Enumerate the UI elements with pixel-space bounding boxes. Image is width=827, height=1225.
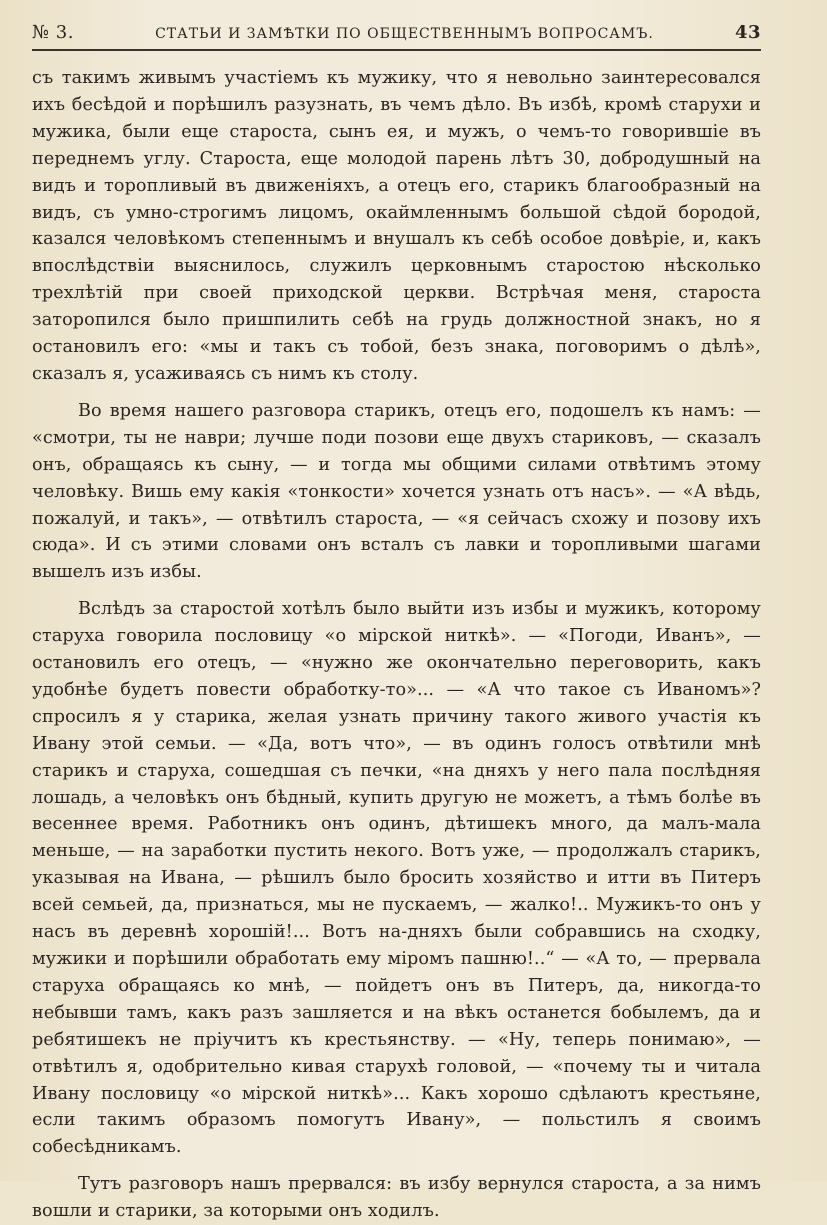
paragraph: Вслѣдъ за старостой хотѣлъ было выйти изъ избы и мужикъ, которому старуха говорила пословицу «о мірской ниткѣ». — «Погоди, Иванъ», — остановилъ его отецъ, — «нужно же окончательно переговорить, какъ удобнѣе будетъ повести обработку-то»... — «А что такое съ Иваномъ»? спросилъ я у старика, желая узнать причину такого живого участія къ Ивану этой семьи. — «Да, вотъ что», — въ одинъ голосъ отвѣтили мнѣ старикъ и старуха, сошедшая съ печки, «на дняхъ у него пала послѣдняя лошадь, а человѣкъ онъ бѣдный, купить другую не можетъ, а тѣмъ болѣе въ весеннее время. Работникъ онъ одинъ, дѣтишекъ много, да малъ-мала меньше, — на заработки пустить некого. Вотъ уже, — продолжалъ старикъ, указывая на Ивана, — рѣшилъ было бросить хозяйство и итти въ Питеръ всей семьей, да, признаться, мы не пускаемъ, — жалко!.. Мужикъ-то онъ у насъ въ деревнѣ хорошій!... Вотъ на-дняхъ были собравшись на сходку, мужики и порѣшили обработать ему міромъ пашню!..“ — «А то, — прервала старуха обращаясь ко мнѣ, — пойдетъ онъ въ Питеръ, да, никогда-то небывши тамъ, какъ разъ зашляется и на вѣкъ останется бобылемъ, да и ребятишекъ не пріучитъ къ крестьянству. — «Ну, теперь понимаю», — отвѣтилъ я, одобрительно кивая старухѣ головой, — «почему ты и читала Ивану пословицу «о мірской ниткѣ»... Какъ хорошо сдѣлаютъ крестьяне, если такимъ образомъ помогутъ Ивану», — польстилъ я своимъ собесѣдникамъ. [32, 599, 761, 1158]
issue-number: № 3. [32, 22, 74, 43]
paragraph: Тутъ разговоръ нашъ прервался: въ избу вернулся староста, а за нимъ вошли и старики, за которыми онъ ходилъ. [32, 1174, 761, 1222]
section-title: СТАТЬИ И ЗАМѢТКИ ПО ОБЩЕСТВЕННЫМЪ ВОПРОСАМЪ. [155, 26, 654, 42]
paragraph: съ такимъ живымъ участіемъ къ мужику, что я невольно заинтересовался ихъ бесѣдой и порѣшилъ разузнать, въ чемъ дѣло. Въ избѣ, кромѣ старухи и мужика, были еще староста, сынъ ея, и мужъ, о чемъ-то говорившіе въ переднемъ углу. Староста, еще молодой парень лѣтъ 30, добродушный на видъ и торопливый въ движеніяхъ, а отецъ его, старикъ благообразный на видъ, съ умно-строгимъ лицомъ, окаймленнымъ большой сѣдой бородой, казался человѣкомъ степеннымъ и внушалъ къ себѣ особое довѣріе, и, какъ впослѣдствіи выяснилось, служилъ церковнымъ старостою нѣсколько трехлѣтій при своей приходской церкви. Встрѣчая меня, староста заторопился было пришпилить себѣ на грудь должностной знакъ, но я остановилъ его: «мы и такъ съ тобой, безъ знака, поговоримъ о дѣлѣ», сказалъ я, усаживаясь съ нимъ къ столу. [32, 68, 761, 384]
running-header [32, 22, 761, 51]
article-body [32, 65, 761, 1225]
paragraph: Во время нашего разговора старикъ, отецъ его, подошелъ къ намъ: — «смотри, ты не наври; лучше поди позови еще двухъ стариковъ, — сказалъ онъ, обращаясь къ сыну, — и тогда мы общими силами отвѣтимъ этому человѣку. Вишь ему какія «тонкости» хочется узнать отъ насъ». — «А вѣдь, пожалуй, и такъ», — отвѣтилъ староста, — «я сейчасъ схожу и позову ихъ сюда». И съ этими словами онъ всталъ съ лавки и торопливыми шагами вышелъ изъ избы. [32, 400, 761, 583]
page-number: 43 [734, 22, 761, 43]
